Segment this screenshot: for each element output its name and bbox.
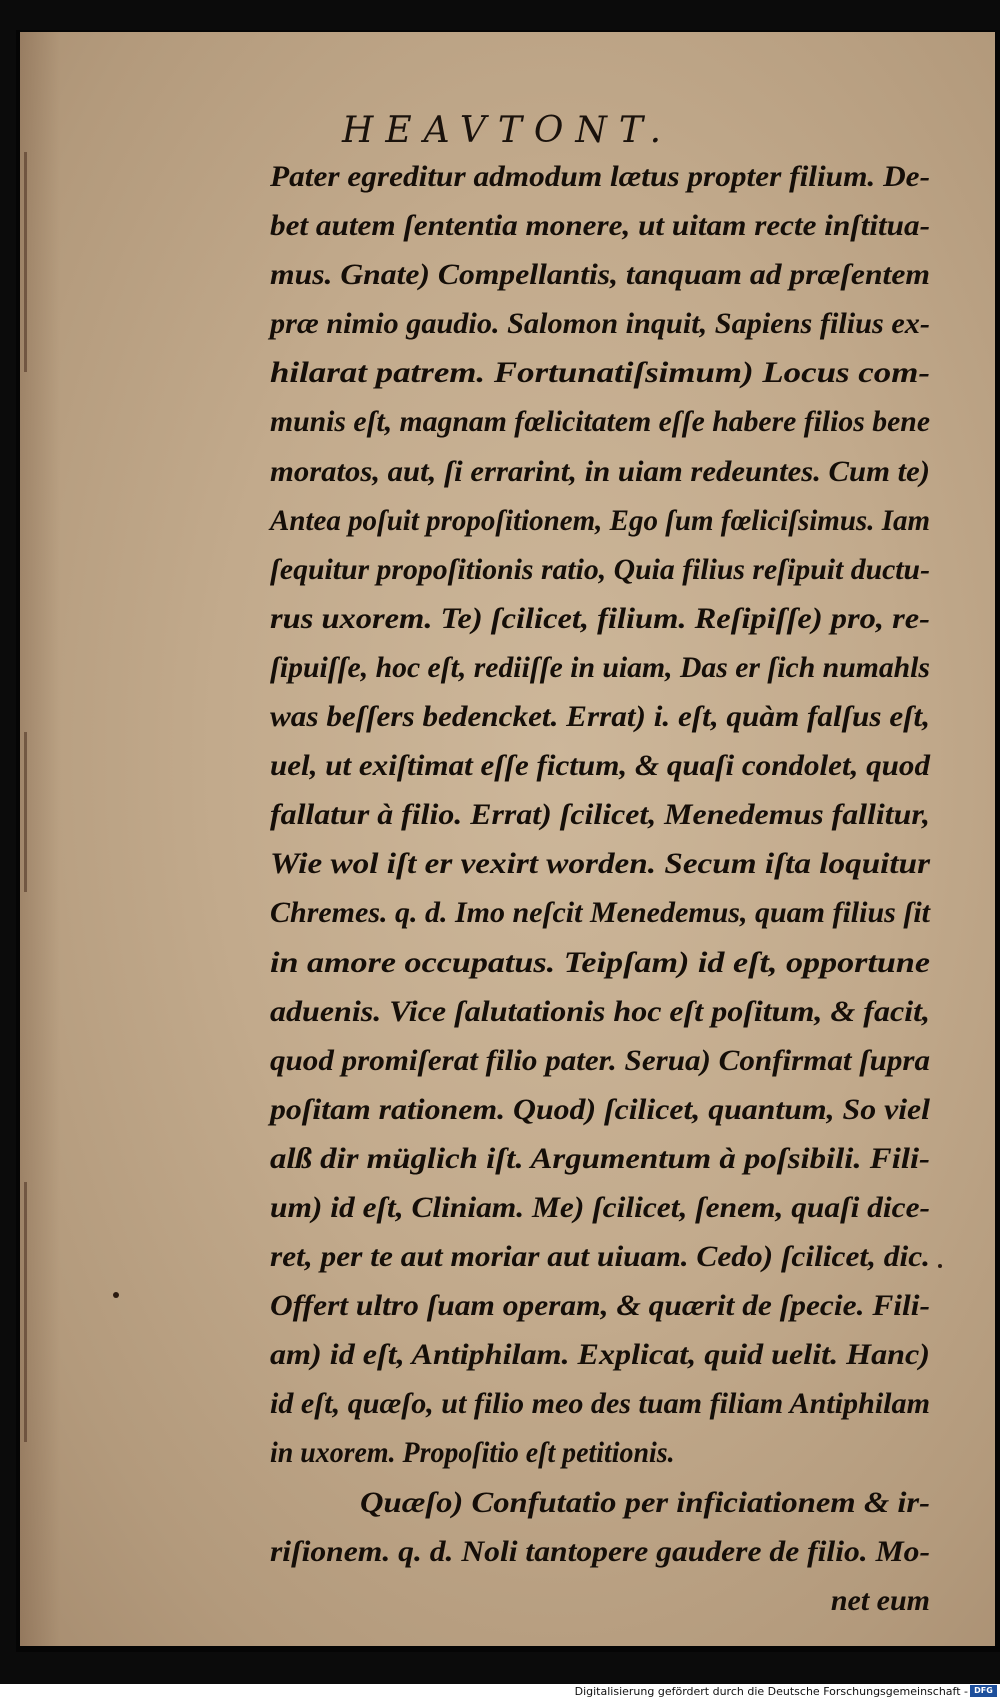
ink-speck xyxy=(113,1292,119,1298)
text-line: in amore occupatus. Teipſam) id eſt, opportune xyxy=(270,945,930,979)
catchword: net eum xyxy=(830,1583,930,1617)
text-line: hilarat patrem. Fortunatiſsimum) Locus com- xyxy=(270,356,930,390)
footer-credit: Digitalisierung gefördert durch die Deutsche Forschungsgemeinschaft - xyxy=(574,1685,968,1698)
text-line: poſitam rationem. Quod) ſcilicet, quantum, So viel xyxy=(270,1092,930,1126)
text-line: moratos, aut, ſi errarint, in uiam redeuntes. Cum te) xyxy=(270,454,931,488)
text-line: aduenis. Vice ſalutationis hoc eſt poſitum, & facit, xyxy=(270,994,930,1028)
text-line: Antea poſuit propoſitionem, Ego ſum fœliciſsimus. Iam xyxy=(270,503,930,537)
digitization-footer xyxy=(0,1684,1000,1699)
text-line: ret, per te aut moriar aut uiuam. Cedo) ſcilicet, dic. xyxy=(270,1240,930,1274)
text-line: uel, ut exiſtimat eſſe fictum, & quaſi condolet, quod xyxy=(270,749,930,783)
text-line: Wie wol iſt er vexirt worden. Secum iſta loquitur xyxy=(270,847,930,881)
text-line: ſequitur propoſitionis ratio, Quia filius reſipuit ductu- xyxy=(270,552,930,586)
text-line: Offert ultro ſuam operam, & quærit de ſpecie. Fili- xyxy=(270,1289,930,1323)
text-line: am) id eſt, Antiphilam. Explicat, quid uelit. Hanc) xyxy=(270,1338,930,1372)
text-line: ſipuiſſe, hoc eſt, rediiſſe in uiam, Das er ſich numahls xyxy=(270,650,930,684)
body-text xyxy=(270,152,995,1625)
text-line: rus uxorem. Te) ſcilicet, filium. Reſipiſſe) pro, re- xyxy=(270,601,930,635)
margin-mark xyxy=(24,732,27,892)
text-line: præ nimio gaudio. Salomon inquit, Sapiens filius ex- xyxy=(270,307,930,341)
catchword-line xyxy=(270,1576,995,1625)
book-page xyxy=(20,32,995,1646)
text-line: Pater egreditur admodum lætus propter filium. De- xyxy=(270,160,930,193)
text-line: in uxorem. Propoſitio eſt petitionis. xyxy=(270,1436,675,1470)
margin-mark xyxy=(24,1182,27,1442)
text-line: riſionem. q. d. Noli tantopere gaudere de filio. Mo- xyxy=(270,1534,930,1568)
text-line: munis eſt, magnam fœlicitatem eſſe habere filios bene xyxy=(270,405,930,439)
text-line: alß dir müglich iſt. Argumentum à poſsibili. Fili- xyxy=(270,1141,930,1175)
text-line: was beſſers bedencket. Errat) i. eſt, quàm falſus eſt, xyxy=(270,700,930,734)
text-line: id eſt, quæſo, ut filio meo des tuam filiam Antiphilam xyxy=(270,1387,930,1421)
text-line: quod promiſerat filio pater. Serua) Confirmat ſupra xyxy=(270,1043,930,1077)
text-line: Chremes. q. d. Imo neſcit Menedemus, quam filius ſit xyxy=(270,896,930,930)
dfg-logo: DFG xyxy=(970,1685,997,1697)
text-line: um) id eſt, Cliniam. Me) ſcilicet, ſenem, quaſi dice- xyxy=(270,1190,930,1224)
text-line: mus. Gnate) Compellantis, tanquam ad præſentem xyxy=(270,258,930,292)
text-line: Quæſo) Confutatio per inficiationem & ir- xyxy=(360,1485,930,1519)
text-line: bet autem ſententia monere, ut uitam recte inſtitua- xyxy=(270,209,930,243)
running-head: HEAVTONT. xyxy=(341,110,674,151)
margin-mark xyxy=(24,152,27,372)
text-line: fallatur à filio. Errat) ſcilicet, Menedemus fallitur, xyxy=(270,798,930,832)
